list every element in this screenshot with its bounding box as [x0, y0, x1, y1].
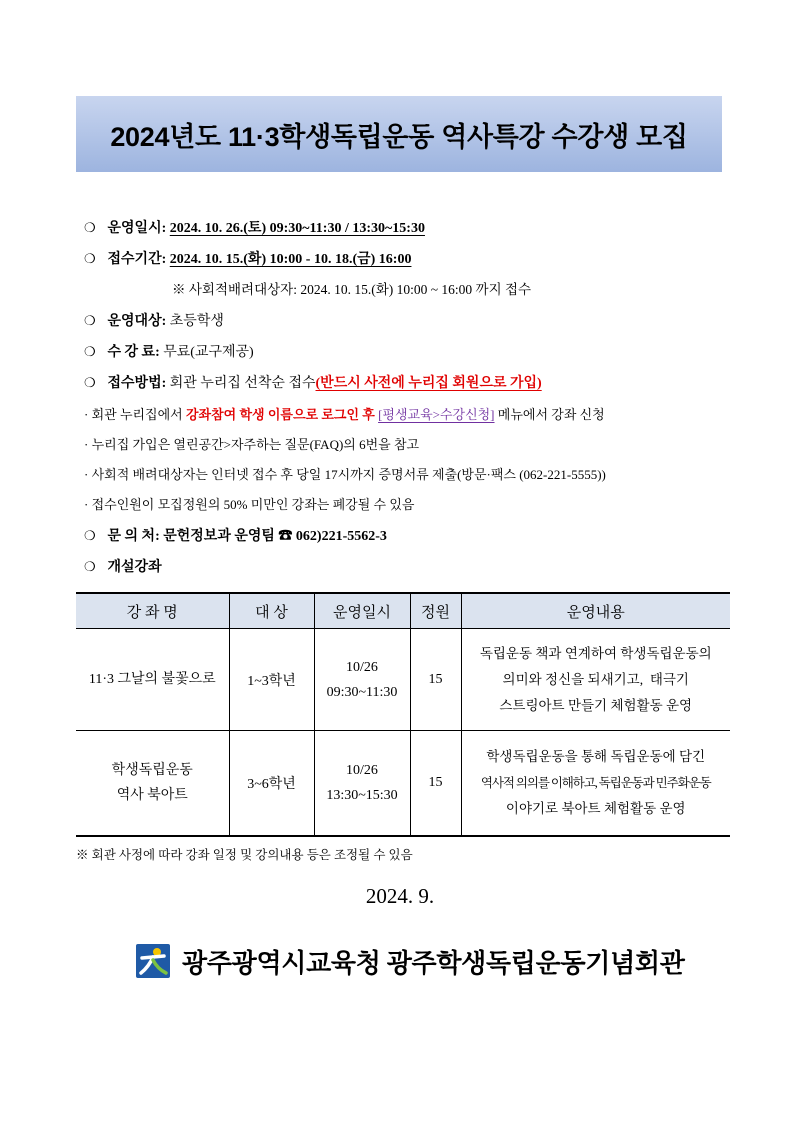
registration-note: ※ 사회적배려대상자: 2024. 10. 15.(화) 10:00 ~ 16:00 까지 접수 [172, 282, 532, 297]
menu-path-link: [평생교육>수강신청] [378, 407, 495, 422]
course-capacity-cell: 15 [410, 629, 461, 731]
course-schedule-cell [314, 629, 410, 731]
course-content-line: 독립운동 책과 연계하여 학생독립운동의 [479, 645, 712, 661]
gwangju-education-office-logo-icon [136, 944, 170, 978]
schedule-line [84, 218, 425, 238]
schedule-change-footnote: ※ 회관 사정에 따라 강좌 일정 및 강의내용 등은 조정될 수 있음 [76, 848, 413, 862]
course-content-line: 이야기로 북아트 체험활동 운영 [505, 801, 686, 816]
header-course-name: 강 좌 명 [76, 593, 229, 629]
issue-date: 2024. 9. [365, 884, 435, 908]
contact-line [84, 526, 387, 546]
registration-label: 접수기간: [107, 252, 167, 267]
bullet-icon: ❍ [84, 220, 96, 235]
course-name-cell [76, 731, 229, 837]
course-name: 역사 북아트 [116, 788, 188, 803]
bullet-icon: ❍ [84, 375, 96, 390]
header-capacity: 정원 [410, 593, 461, 629]
course-schedule-cell [314, 731, 410, 837]
course-target-cell: 1~3학년 [229, 629, 314, 731]
schedule-label: 운영일시: [107, 221, 167, 236]
bullet-icon: ❍ [84, 559, 96, 574]
course-name: 11·3 그날의 불꽃으로 [88, 672, 216, 687]
registration-value: 2024. 10. 15.(화) 10:00 - 10. 18.(금) 16:00 [169, 252, 412, 267]
detail-highlight: 강좌참여 학생 이름으로 로그인 후 [186, 407, 375, 422]
bullet-icon: ❍ [84, 251, 96, 266]
target-label: 운영대상: [107, 314, 167, 329]
course-content-line: 역사적 의의를 이해하고, 독립운동과 민주화운동 [480, 776, 711, 790]
organization-name: 광주광역시교육청 광주학생독립운동기념회관 [182, 948, 685, 978]
table-header-row [76, 593, 730, 629]
course-time: 13:30~15:30 [326, 788, 398, 803]
courses-table [76, 592, 730, 837]
table-row [76, 629, 730, 731]
course-date: 10/26 [346, 763, 378, 778]
contact-value: 문헌정보과 운영팀 ☎ 062)221-5562-3 [163, 529, 387, 544]
method-detail-documents: · 사회적 배려대상자는 인터넷 접수 후 당일 17시까지 증명서류 제출(방문·팩스 (062-221-5555)) [84, 467, 606, 482]
contact-label: 문 의 처: [107, 529, 160, 544]
course-content-line: 학생독립운동을 통해 독립운동에 담긴 [486, 749, 706, 764]
bullet-icon: ❍ [84, 313, 96, 328]
courses-label: 개설강좌 [107, 560, 162, 575]
header-target: 대 상 [229, 593, 314, 629]
course-content-line: 스트링아트 만들기 체험활동 운영 [499, 697, 693, 713]
method-value: 회관 누리집 선착순 접수 [169, 376, 316, 391]
fee-value: 무료(교구제공) [163, 345, 254, 360]
registration-line [84, 249, 411, 269]
course-name: 학생독립운동 [111, 763, 193, 778]
detail-prefix: · 회관 누리집에서 [84, 407, 186, 422]
table-row [76, 731, 730, 837]
fee-label: 수 강 료: [107, 345, 160, 360]
target-line [84, 311, 224, 331]
header-schedule: 운영일시 [314, 593, 410, 629]
method-detail-login [84, 405, 605, 425]
course-target-cell: 3~6학년 [229, 731, 314, 837]
course-content-line: 의미와 정신을 되새기고, 태극기 [502, 671, 689, 687]
fee-line [84, 342, 254, 362]
course-content-cell [461, 731, 730, 837]
method-detail-cancellation: · 접수인원이 모집정원의 50% 미만인 강좌는 폐강될 수 있음 [84, 497, 415, 512]
method-detail-signup: · 누리집 가입은 열린공간>자주하는 질문(FAQ)의 6번을 참고 [84, 437, 420, 452]
footer [136, 943, 685, 979]
course-capacity-cell: 15 [410, 731, 461, 837]
course-time: 09:30~11:30 [326, 684, 398, 700]
method-label: 접수방법: [107, 376, 167, 391]
page-title: 2024년도 11·3학생독립운동 역사특강 수강생 모집 [110, 121, 688, 152]
header-content: 운영내용 [461, 593, 730, 629]
bullet-icon: ❍ [84, 344, 96, 359]
course-name-cell [76, 629, 229, 731]
method-emphasis: (반드시 사전에 누리집 회원으로 가입) [315, 376, 542, 391]
target-value: 초등학생 [169, 314, 224, 329]
detail-suffix: 메뉴에서 강좌 신청 [494, 407, 605, 422]
schedule-value: 2024. 10. 26.(토) 09:30~11:30 / 13:30~15:30 [169, 221, 425, 236]
course-content-cell [461, 629, 730, 731]
course-date: 10/26 [346, 659, 378, 675]
bullet-icon: ❍ [84, 528, 96, 543]
title-banner [76, 96, 722, 172]
courses-line [84, 557, 162, 577]
method-line [84, 373, 542, 393]
